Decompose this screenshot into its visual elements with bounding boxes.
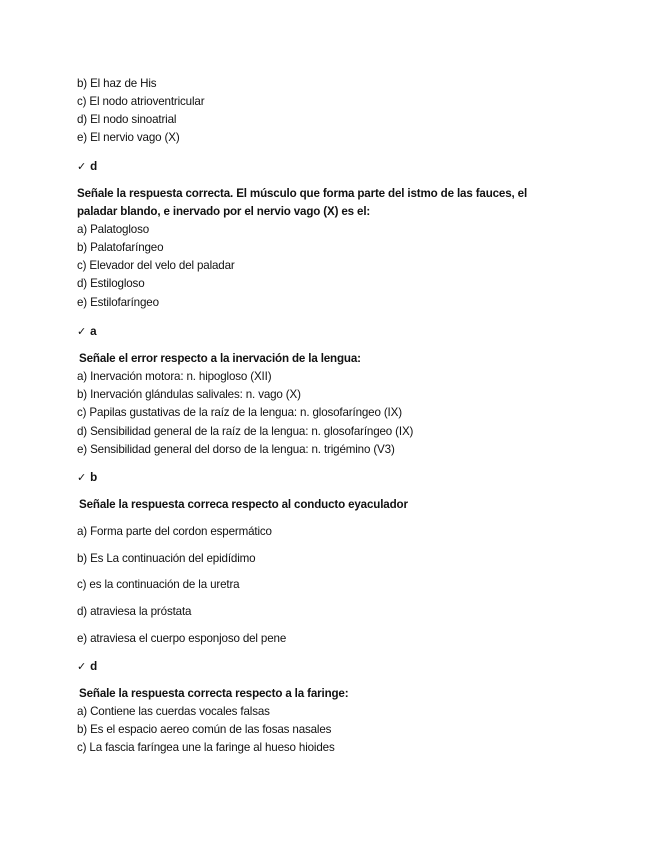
q4-option-d: d) atraviesa la próstata [77, 605, 192, 618]
q4-option-e: e) atraviesa el cuerpo esponjoso del pene [77, 632, 287, 645]
q2-option-e: e) Estilofaríngeo [77, 296, 159, 309]
q5-option-a: a) Contiene las cuerdas vocales falsas [77, 705, 270, 718]
q4-answer [77, 660, 97, 674]
check-icon: ✓ [77, 471, 87, 484]
check-icon: ✓ [77, 160, 87, 173]
q5-question: Señale la respuesta correcta respecto a la faringe: [79, 687, 349, 700]
q1-option-b: b) El haz de His [77, 77, 157, 90]
q3-option-b: b) Inervación glándulas salivales: n. vago (X) [77, 388, 301, 401]
q1-answer [77, 160, 97, 174]
q3-option-e: e) Sensibilidad general del dorso de la lengua: n. trigémino (V3) [77, 443, 395, 456]
q4-question: Señale la respuesta correca respecto al conducto eyaculador [79, 498, 408, 511]
q3-answer [77, 471, 97, 485]
q2-question-line1: Señale la respuesta correcta. El músculo que forma parte del istmo de las fauces, el [77, 187, 528, 200]
q4-option-c: c) es la continuación de la uretra [77, 578, 240, 591]
q2-option-a: a) Palatogloso [77, 223, 150, 236]
q4-option-a: a) Forma parte del cordon espermático [77, 525, 272, 538]
q5-option-c: c) La fascia faríngea une la faringe al hueso hioides [77, 741, 335, 754]
q1-option-d: d) El nodo sinoatrial [77, 113, 177, 126]
q2-option-b: b) Palatofaríngeo [77, 241, 164, 254]
q4-option-b: b) Es La continuación del epidídimo [77, 552, 256, 565]
q2-question-line2: paladar blando, e inervado por el nervio vago (X) es el: [77, 205, 371, 218]
q1-option-c: c) El nodo atrioventricular [77, 95, 205, 108]
q3-option-d: d) Sensibilidad general de la raíz de la lengua: n. glosofaríngeo (IX) [77, 425, 414, 438]
q3-question: Señale el error respecto a la inervación de la lengua: [79, 352, 361, 365]
q5-option-b: b) Es el espacio aereo común de las fosas nasales [77, 723, 332, 736]
q3-option-c: c) Papilas gustativas de la raíz de la lengua: n. glosofaríngeo (IX) [77, 406, 402, 419]
q2-answer-letter: a [90, 325, 97, 338]
check-icon: ✓ [77, 660, 87, 673]
q4-answer-letter: d [90, 660, 98, 673]
q2-option-c: c) Elevador del velo del paladar [77, 259, 235, 272]
q1-option-e: e) El nervio vago (X) [77, 131, 180, 144]
q2-option-d: d) Estilogloso [77, 277, 145, 290]
q1-answer-letter: d [90, 160, 98, 173]
q3-answer-letter: b [90, 471, 98, 484]
check-icon: ✓ [77, 325, 87, 338]
q2-answer [77, 325, 96, 339]
q3-option-a: a) Inervación motora: n. hipogloso (XII) [77, 370, 272, 383]
